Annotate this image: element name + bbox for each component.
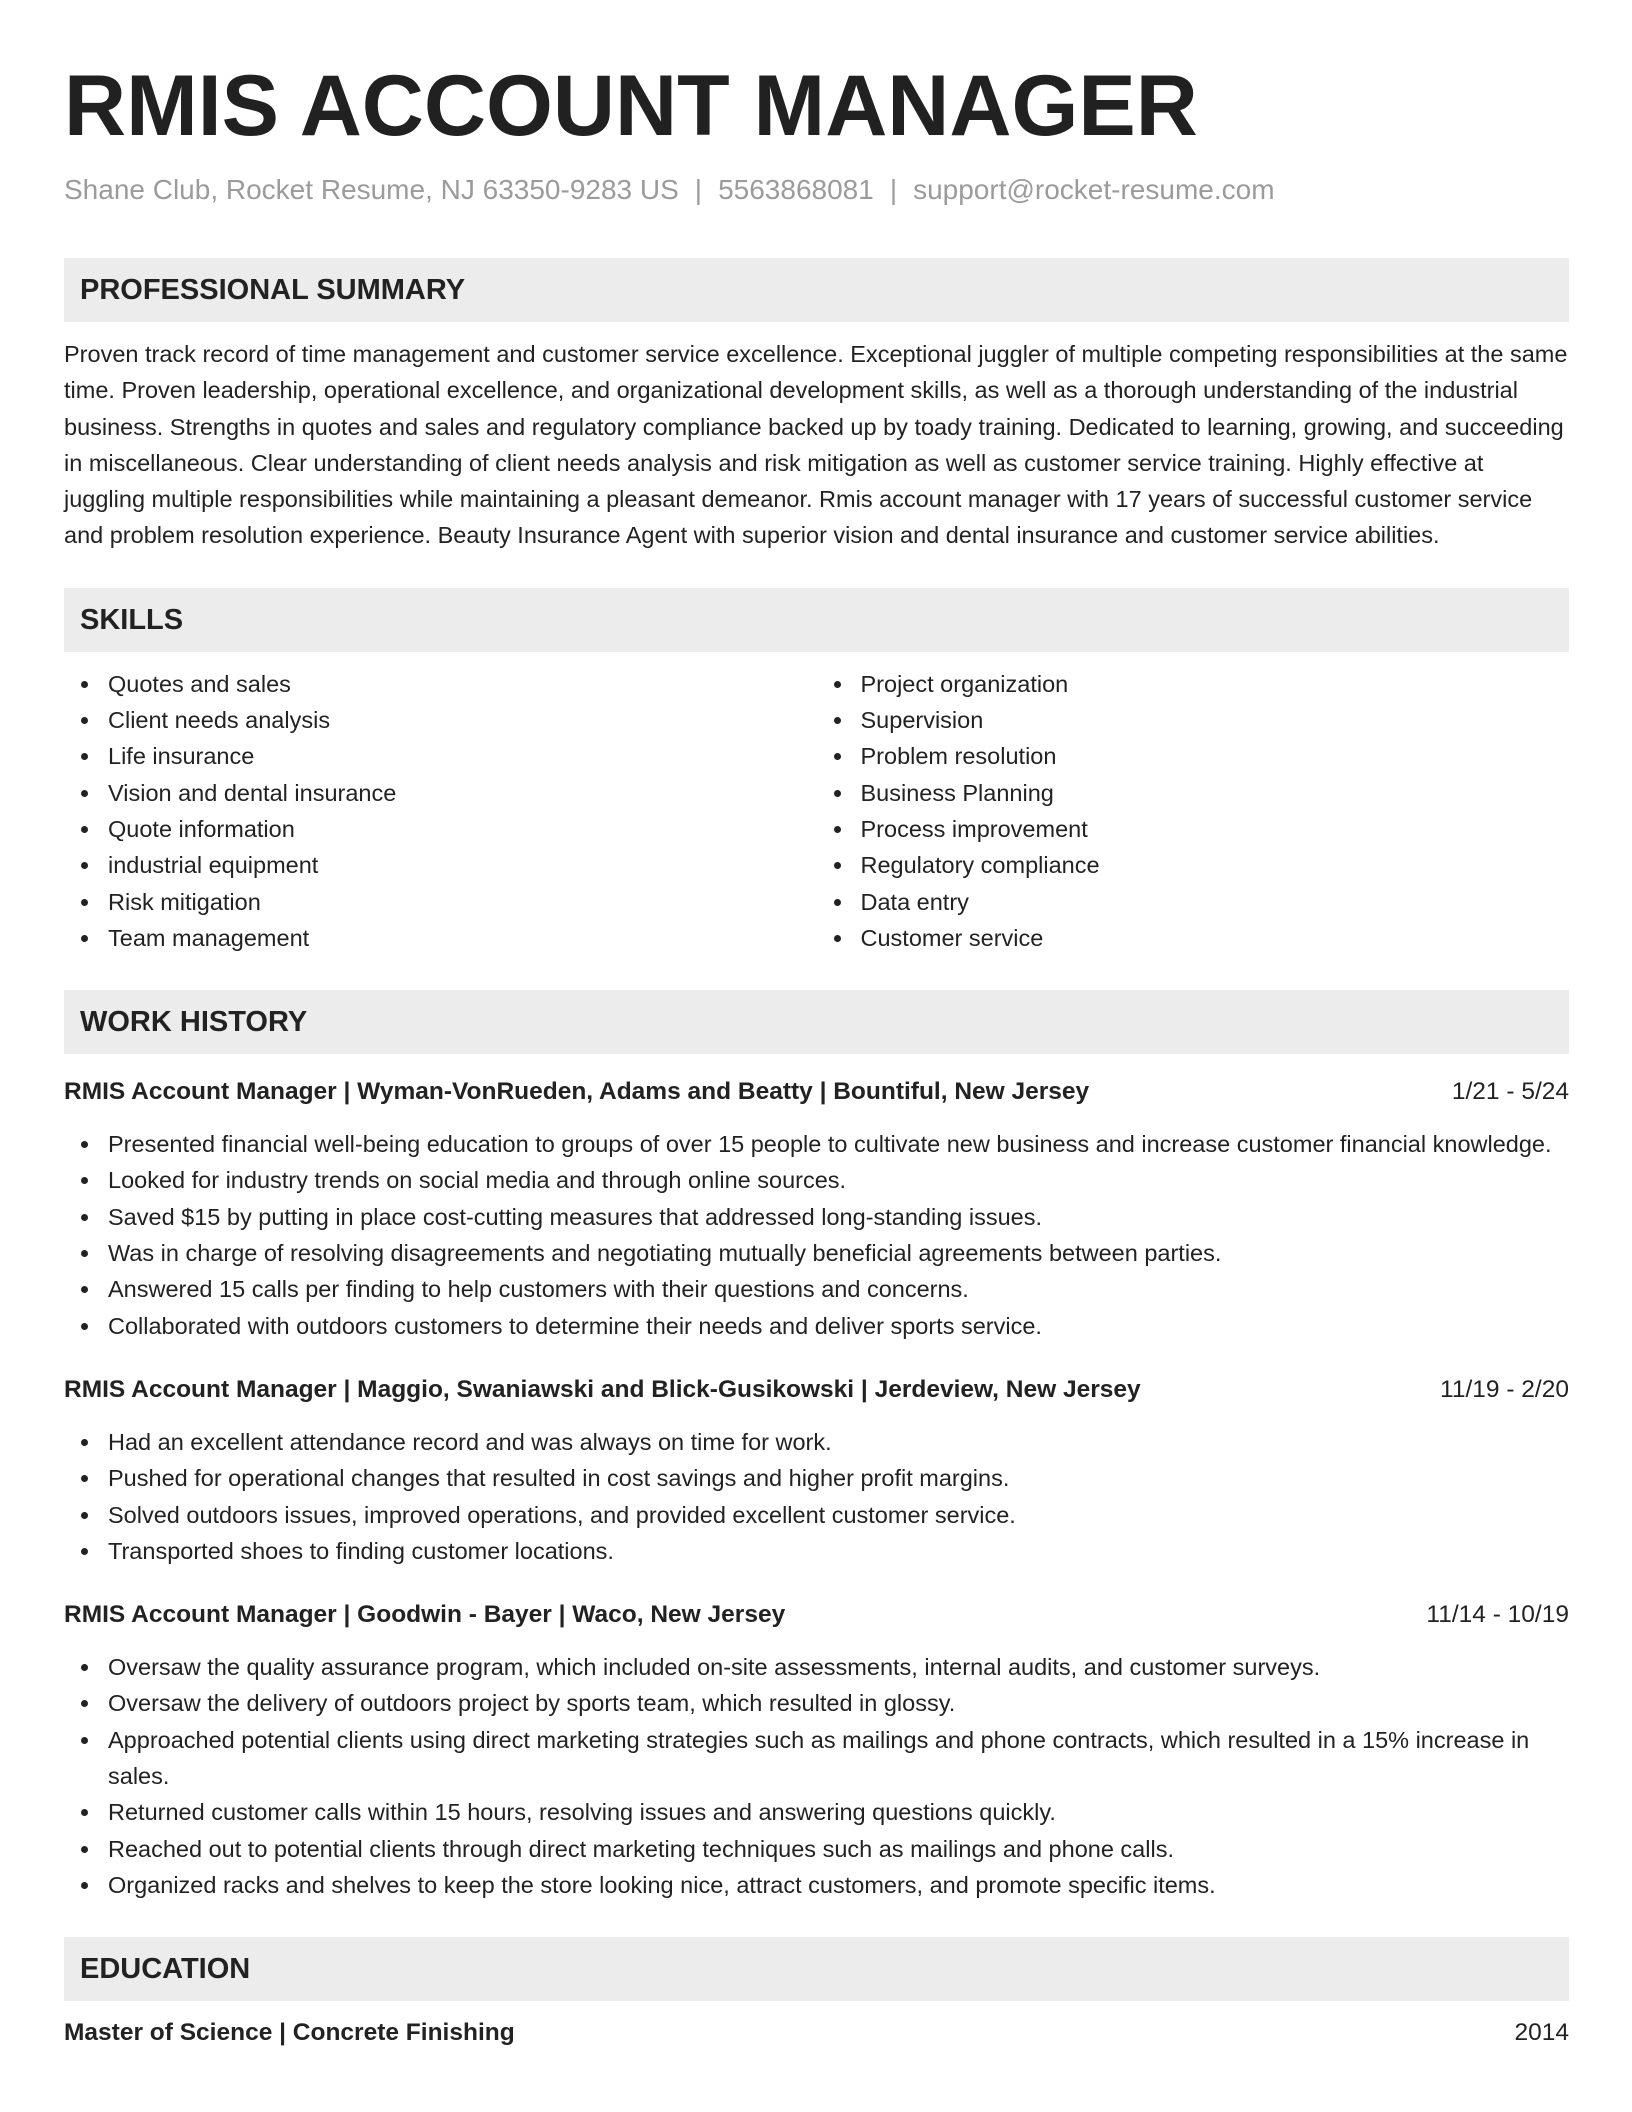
job-bullet: Presented financial well-being education to groups of over 15 people to cultivate new business and increase customer financial knowledge. <box>108 1126 1569 1162</box>
job-bullet: Approached potential clients using direct marketing strategies such as mailings and phone contracts, which resulted in a 15% increase in sales. <box>108 1722 1569 1795</box>
job-bullet: Reached out to potential clients through direct marketing techniques such as mailings and phone calls. <box>108 1831 1569 1867</box>
contact-line <box>64 172 1569 208</box>
contact-separator: | <box>694 174 703 205</box>
job-entry <box>64 1372 1569 1569</box>
education-heading: EDUCATION <box>64 1937 1569 2001</box>
job-dates: 11/14 - 10/19 <box>1426 1601 1569 1629</box>
job-bullet: Had an excellent attendance record and was always on time for work. <box>108 1424 1569 1460</box>
job-entry <box>64 1074 1569 1344</box>
job-title: RMIS Account Manager | Goodwin - Bayer | Waco, New Jersey <box>64 1601 786 1629</box>
contact-phone[interactable]: 5563868081 <box>718 174 874 205</box>
summary-text: Proven track record of time management and customer service excellence. Exceptional juggler of multiple competing responsibilities at the same time. Proven leadership, operational excellence, and organizational development skills, as well as a thorough understanding of the industrial business. Strengths in quotes and sales and regulatory compliance backed up by toady training. Dedicated to learning, growing, and succeeding in miscellaneous. Clear understanding of client needs analysis and risk mitigation as well as customer service training. Highly effective at juggling multiple responsibilities while maintaining a pleasant demeanor. Rmis account manager with 17 years of successful customer service and problem resolution experience. Beauty Insurance Agent with superior vision and dental insurance and customer service abilities. <box>64 341 1568 549</box>
skill-item: Risk mitigation <box>108 884 817 920</box>
skill-item: Supervision <box>861 702 1570 738</box>
job-bullet: Returned customer calls within 15 hours, resolving issues and answering questions quickly. <box>108 1794 1569 1830</box>
job-bullet: Collaborated with outdoors customers to determine their needs and deliver sports service. <box>108 1308 1569 1344</box>
job-bullets <box>64 1424 1569 1569</box>
skill-item: Life insurance <box>108 738 817 774</box>
job-bullet: Looked for industry trends on social media and through online sources. <box>108 1162 1569 1198</box>
contact-email[interactable]: support@rocket-resume.com <box>913 174 1275 205</box>
job-bullet: Organized racks and shelves to keep the store looking nice, attract customers, and promote specific items. <box>108 1867 1569 1903</box>
skills-list <box>64 666 1569 956</box>
education-title: Master of Science | Concrete Finishing <box>64 2019 515 2047</box>
job-title: RMIS Account Manager | Maggio, Swaniawski and Blick-Gusikowski | Jerdeview, New Jersey <box>64 1375 1141 1403</box>
skills-heading: SKILLS <box>64 588 1569 652</box>
job-title-row <box>64 1074 1569 1110</box>
skills-column-left <box>64 666 817 956</box>
contact-separator: | <box>889 174 898 205</box>
skill-item: Regulatory compliance <box>861 847 1570 883</box>
skill-item: Problem resolution <box>861 738 1570 774</box>
job-bullet: Pushed for operational changes that resulted in cost savings and higher profit margins. <box>108 1460 1569 1496</box>
job-title: RMIS Account Manager | Wyman-VonRueden, Adams and Beatty | Bountiful, New Jersey <box>64 1078 1090 1106</box>
contact-address: Shane Club, Rocket Resume, NJ 63350-9283 US <box>64 174 679 205</box>
job-bullet: Transported shoes to finding customer locations. <box>108 1533 1569 1569</box>
work-history-heading: WORK HISTORY <box>64 990 1569 1054</box>
skills-column-right <box>817 666 1570 956</box>
candidate-name: RMIS ACCOUNT MANAGER <box>64 58 1198 154</box>
job-title-row <box>64 1597 1569 1633</box>
job-title-row <box>64 1372 1569 1408</box>
skill-item: Customer service <box>861 920 1570 956</box>
job-dates: 11/19 - 2/20 <box>1440 1375 1569 1403</box>
job-bullet: Saved $15 by putting in place cost-cutting measures that addressed long-standing issues. <box>108 1199 1569 1235</box>
job-bullet: Solved outdoors issues, improved operations, and provided excellent customer service. <box>108 1497 1569 1533</box>
skill-item: Project organization <box>861 666 1570 702</box>
job-entry <box>64 1597 1569 1903</box>
job-bullets <box>64 1126 1569 1344</box>
skill-item: Data entry <box>861 884 1570 920</box>
skill-item: industrial equipment <box>108 847 817 883</box>
skill-item: Quote information <box>108 811 817 847</box>
job-bullets <box>64 1649 1569 1903</box>
skill-item: Business Planning <box>861 775 1570 811</box>
skill-item: Vision and dental insurance <box>108 775 817 811</box>
skill-item: Process improvement <box>861 811 1570 847</box>
skill-item: Client needs analysis <box>108 702 817 738</box>
resume-page <box>64 0 1569 2051</box>
summary-heading: PROFESSIONAL SUMMARY <box>64 258 1569 322</box>
skill-item: Team management <box>108 920 817 956</box>
job-bullet: Oversaw the quality assurance program, which included on-site assessments, internal audits, and customer surveys. <box>108 1649 1569 1685</box>
job-dates: 1/21 - 5/24 <box>1451 1078 1569 1106</box>
skill-item: Quotes and sales <box>108 666 817 702</box>
job-bullet: Answered 15 calls per finding to help customers with their questions and concerns. <box>108 1271 1569 1307</box>
job-bullet: Oversaw the delivery of outdoors project by sports team, which resulted in glossy. <box>108 1685 1569 1721</box>
education-year: 2014 <box>1514 2019 1569 2047</box>
education-entry <box>64 2015 1569 2051</box>
job-bullet: Was in charge of resolving disagreements and negotiating mutually beneficial agreements between parties. <box>108 1235 1569 1271</box>
